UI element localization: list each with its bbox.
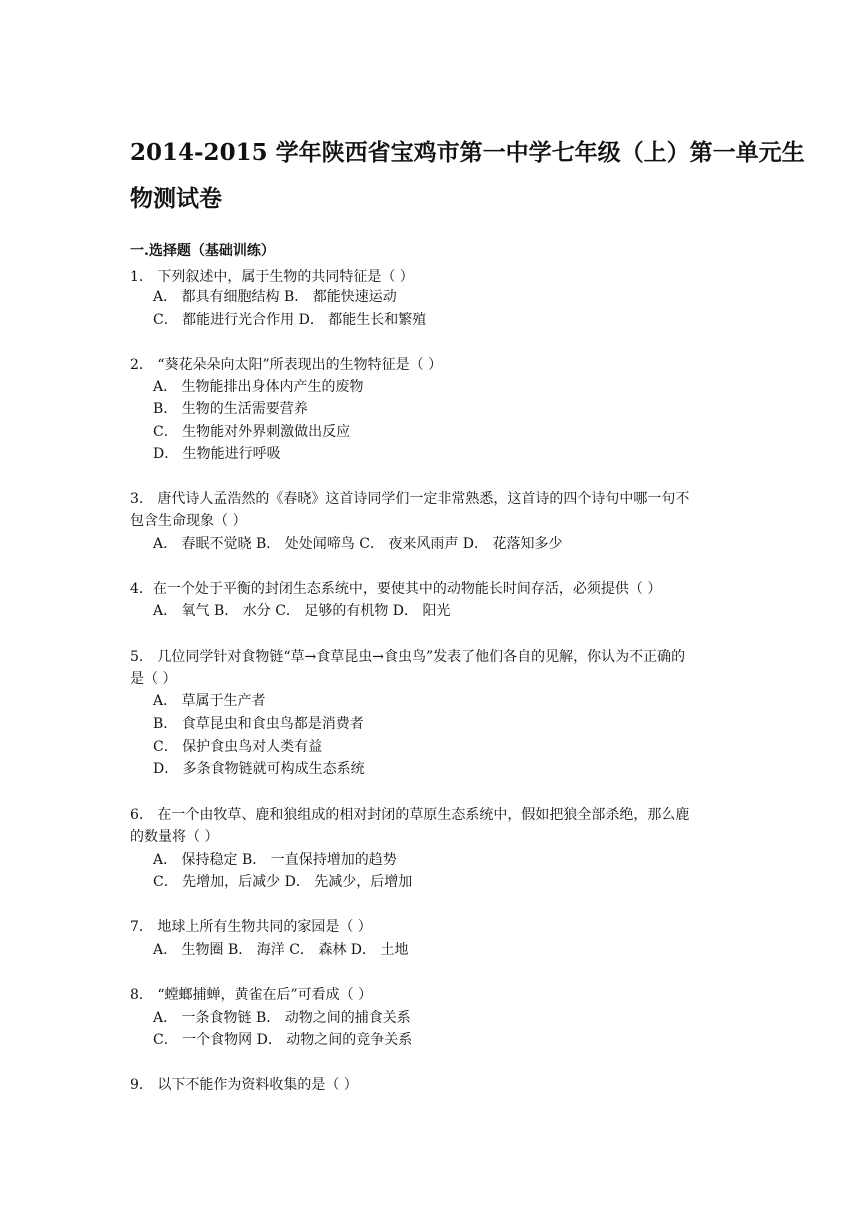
- section-title: 一.选择题（基础训练）: [130, 243, 275, 259]
- answer-options: C． 生物能对外界刺激做出反应: [153, 424, 351, 440]
- exam-title-line1: 2014-2015 学年陕西省宝鸡市第一中学七年级（上）第一单元生: [130, 139, 805, 166]
- answer-options: A． 生物能排出身体内产生的废物: [153, 379, 364, 395]
- exam-title-line2: 物测试卷: [130, 185, 222, 212]
- question-text: 9． 以下不能作为资料收集的是（ ）: [130, 1077, 358, 1093]
- answer-options: A． 生物圈 B． 海洋 C． 森林 D． 土地: [153, 942, 409, 958]
- answer-options: A． 保持稳定 B． 一直保持增加的趋势: [153, 852, 397, 868]
- question-text: 5． 几位同学针对食物链“草→食草昆虫→食虫鸟”发表了他们各自的见解，你认为不正确的: [130, 649, 686, 665]
- answer-options: B． 生物的生活需要营养: [153, 401, 308, 417]
- answer-options: C． 先增加，后减少 D． 先减少，后增加: [153, 874, 413, 890]
- answer-options: D． 生物能进行呼吸: [153, 446, 281, 462]
- answer-options: B． 食草昆虫和食虫鸟都是消费者: [153, 716, 364, 732]
- question-text: 8． “螳螂捕蝉，黄雀在后”可看成（ ）: [130, 987, 373, 1003]
- question-text: 2． “葵花朵朵向太阳”所表现出的生物特征是（ ）: [130, 357, 443, 373]
- question-text: 6． 在一个由牧草、鹿和狼组成的相对封闭的草原生态系统中，假如把狼全部杀绝，那么鹿: [130, 807, 690, 823]
- answer-options: A． 草属于生产者: [153, 693, 266, 709]
- answer-options: C． 一个食物网 D． 动物之间的竞争关系: [153, 1032, 413, 1048]
- question-text: 是（ ）: [130, 671, 177, 687]
- answer-options: A． 都具有细胞结构 B． 都能快速运动: [153, 289, 397, 305]
- question-text: 包含生命现象（ ）: [130, 513, 247, 529]
- answer-options: D． 多条食物链就可构成生态系统: [153, 761, 365, 777]
- question-text: 4．在一个处于平衡的封闭生态系统中，要使其中的动物能长时间存活，必须提供（ ）: [130, 581, 662, 597]
- answer-options: A． 氧气 B． 水分 C． 足够的有机物 D． 阳光: [153, 603, 451, 619]
- question-text: 3． 唐代诗人孟浩然的《春晓》这首诗同学们一定非常熟悉，这首诗的四个诗句中哪一句不: [130, 491, 690, 507]
- answer-options: A． 春眠不觉晓 B． 处处闻啼鸟 C． 夜来风雨声 D． 花落知多少: [153, 536, 563, 552]
- question-text: 7． 地球上所有生物共同的家园是（ ）: [130, 919, 372, 935]
- answer-options: C． 都能进行光合作用 D． 都能生长和繁殖: [153, 312, 427, 328]
- answer-options: A． 一条食物链 B． 动物之间的捕食关系: [153, 1010, 411, 1026]
- question-text: 的数量将（ ）: [130, 829, 219, 845]
- answer-options: C． 保护食虫鸟对人类有益: [153, 739, 323, 755]
- question-text: 1． 下列叙述中，属于生物的共同特征是（ ）: [130, 269, 414, 285]
